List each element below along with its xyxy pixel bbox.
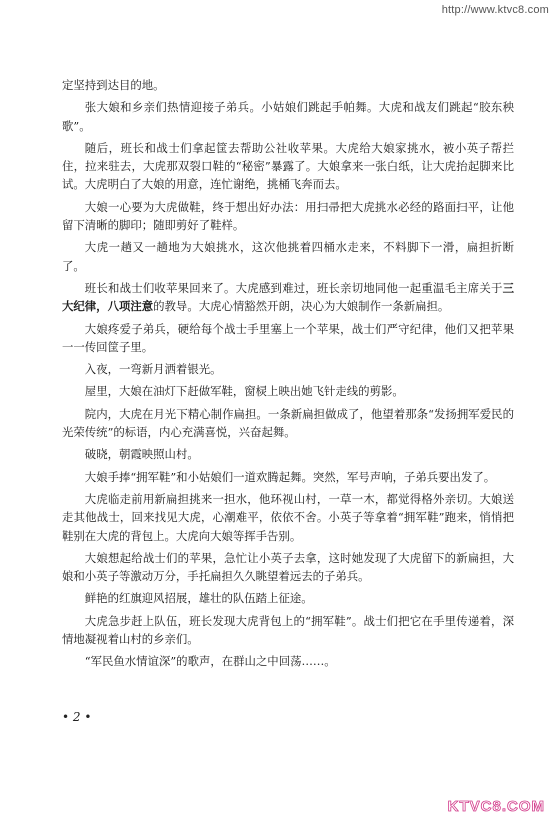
paragraph: 随后，班长和战士们拿起筐去帮助公社收苹果。大虎给大娘家挑水，被小英子帮拦住，拉来驻去，大虎那双裂口鞋的“秘密”暴露了。大娘拿来一张白纸，让大虎抬起脚来比试。大虎明白了大娘的用意，连忙谢绝，挑桶飞奔而去。 [62, 140, 514, 192]
page-number: • 2 • [62, 710, 92, 724]
paragraph: 院内，大虎在月光下精心制作扁担。一条新扁担做成了，他望着那条“发扬拥军爱民的光荣传统”的标语，内心充满喜悦，兴奋起舞。 [62, 406, 514, 440]
paragraph: 定坚持到达目的地。 [62, 78, 165, 92]
bold-phrase: 三大纪律，八项注意 [62, 280, 514, 314]
paragraph: 屋里，大娘在油灯下赶做军鞋，窗棂上映出她飞针走线的剪影。 [84, 384, 404, 399]
paragraph: 入夜，一弯新月洒着银光。 [84, 362, 222, 377]
paragraph: 大娘一心要为大虎做鞋，终于想出好办法：用扫帚把大虎挑水必经的路面扫平，让他留下清晰的脚印；随即剪好了鞋样。 [62, 199, 514, 233]
paragraph: 大娘疼爱子弟兵，硬给每个战士手里塞上一个苹果，战士们严守纪律，他们又把苹果一一传回筐子里。 [62, 321, 514, 354]
paragraph: 张大娘和乡亲们热情迎接子弟兵。小姑娘们跳起手帕舞。大虎和战友们跳起“胶东秧歌”。 [62, 100, 514, 133]
paragraph: 班长和战士们收苹果回来了。大虎感到难过，班长亲切地同他一起重温毛主席关于三大纪律，八项注意的教导。大虎心情豁然开朗，决心为大娘制作一条新扁担。 [62, 280, 514, 314]
paragraph: 鲜艳的红旗迎风招展，雄壮的队伍踏上征途。 [84, 591, 313, 606]
document-body [62, 76, 514, 675]
paragraph: “军民鱼水情谊深”的歌声，在群山之中回荡……。 [84, 654, 336, 669]
watermark-logo: KTVC8.COM [447, 798, 545, 815]
paragraph: 大虎临走前用新扁担挑来一担水，他环视山村，一草一木，都觉得格外亲切。大娘送走其他战士，回来找见大虎，心潮难平，依依不舍。小英子等拿着“拥军鞋”跑来，悄悄把鞋别在大虎的背包上。大虎向大娘等挥手告别。 [62, 491, 514, 543]
paragraph: 大娘手捧“拥军鞋”和小姑娘们一道欢腾起舞。突然，军号声响，子弟兵要出发了。 [84, 469, 496, 484]
watermark-url: http://www.ktvc8.com [441, 4, 549, 16]
paragraph: 破晓，朝霞映照山村。 [84, 447, 199, 462]
paragraph: 大虎一趟又一趟地为大娘挑水，这次他挑着四桶水走来，不料脚下一滑，扁担折断了。 [62, 240, 514, 273]
paragraph: 大虎急步赶上队伍，班长发现大虎背包上的“拥军鞋”。战士们把它在手里传递着，深情地凝视着山村的乡亲们。 [62, 613, 514, 647]
paragraph: 大娘想起给战士们的苹果，急忙让小英子去拿，这时她发现了大虎留下的新扁担，大娘和小英子等激动万分，手托扁担久久眺望着远去的子弟兵。 [62, 550, 514, 584]
